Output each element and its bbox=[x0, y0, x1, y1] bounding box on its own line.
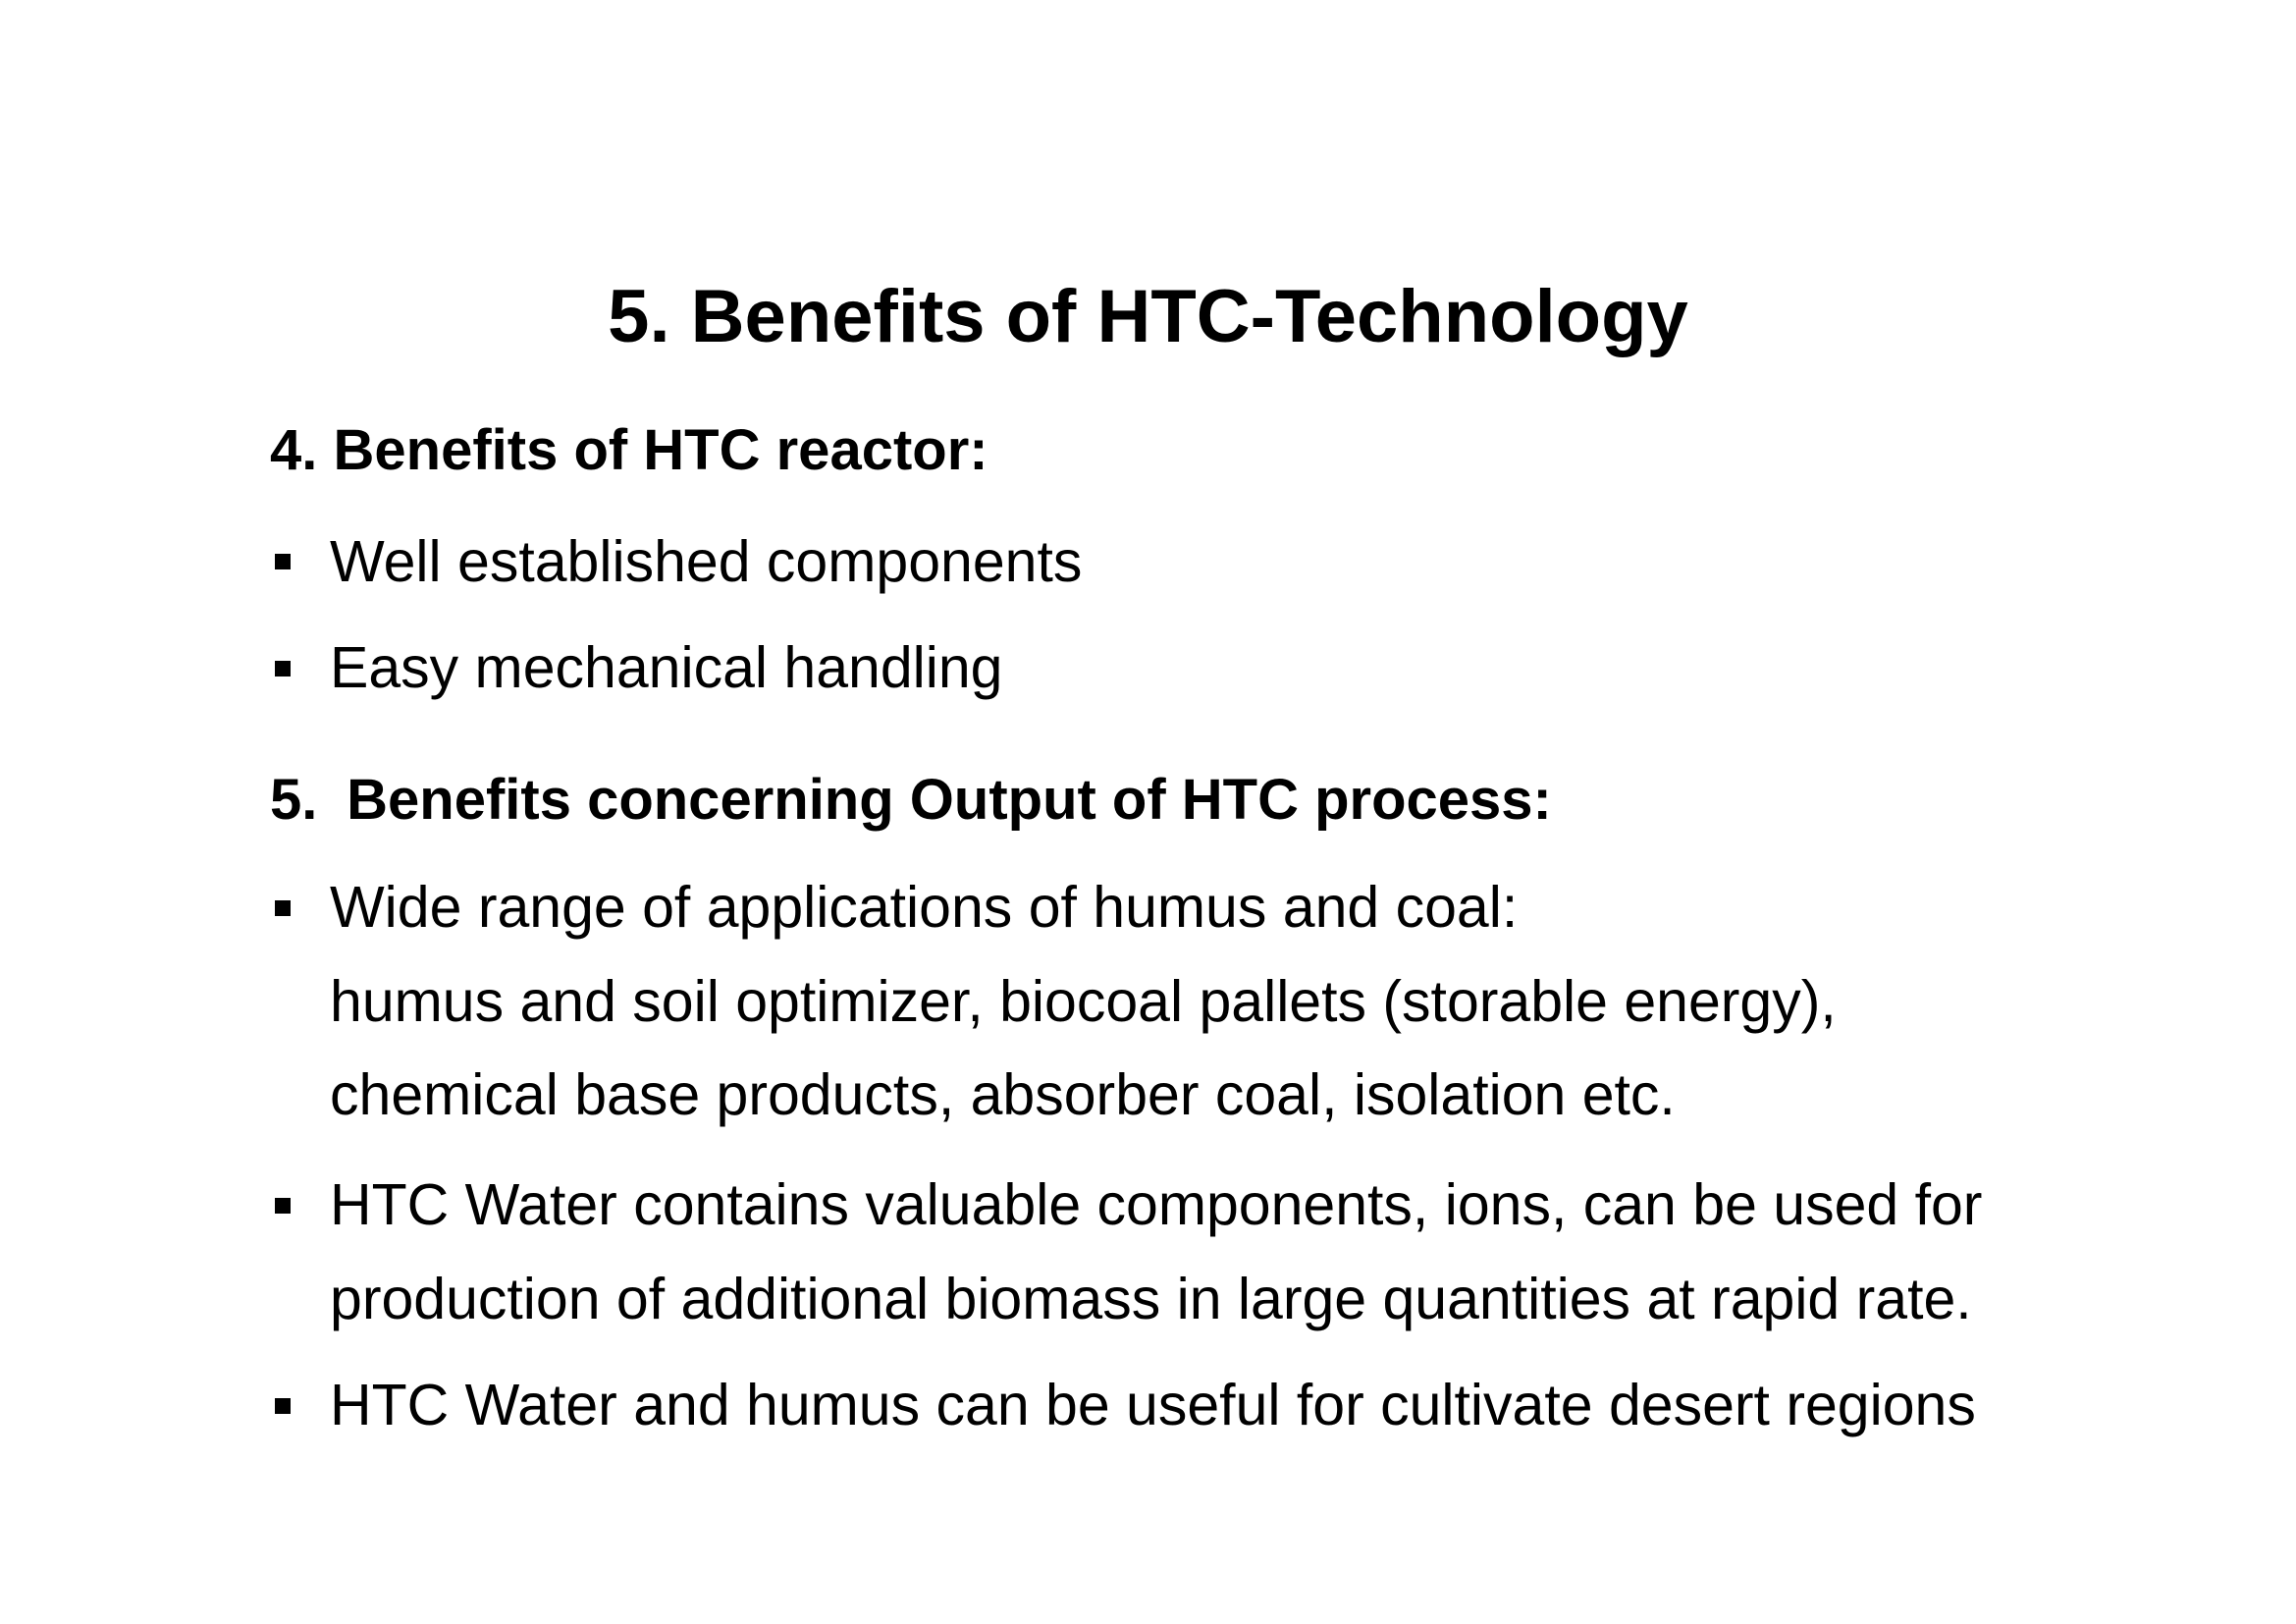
square-bullet-icon bbox=[275, 1198, 291, 1214]
section-heading-text: Benefits of HTC reactor: bbox=[333, 418, 988, 482]
section-heading-reactor bbox=[270, 416, 988, 485]
square-bullet-icon bbox=[275, 1398, 291, 1414]
section-number: 5. bbox=[270, 768, 318, 832]
bullet-item-htc-water-line-1: HTC Water contains valuable components, ions, can be used for bbox=[330, 1172, 1983, 1237]
section-heading-output bbox=[270, 766, 1552, 835]
bullet-item-applications-line-1: Wide range of applications of humus and coal: bbox=[330, 875, 1519, 940]
bullet-item-applications-line-2: humus and soil optimizer, biocoal pallets (storable energy), bbox=[330, 969, 1837, 1034]
bullet-item-desert-regions: HTC Water and humus can be useful for cultivate desert regions bbox=[330, 1373, 1976, 1437]
section-number: 4. bbox=[270, 418, 318, 482]
bullet-item-easy-handling: Easy mechanical handling bbox=[330, 635, 1003, 700]
square-bullet-icon bbox=[275, 661, 291, 677]
bullet-item-htc-water-line-2: production of additional biomass in large quantities at rapid rate. bbox=[330, 1267, 1972, 1331]
section-heading-text: Benefits concerning Output of HTC process: bbox=[347, 768, 1552, 832]
square-bullet-icon bbox=[275, 554, 291, 569]
bullet-item-well-established: Well established components bbox=[330, 529, 1083, 594]
slide-title: 5. Benefits of HTC-Technology bbox=[608, 275, 1688, 358]
square-bullet-icon bbox=[275, 900, 291, 916]
bullet-item-applications-line-3: chemical base products, absorber coal, isolation etc. bbox=[330, 1062, 1676, 1127]
